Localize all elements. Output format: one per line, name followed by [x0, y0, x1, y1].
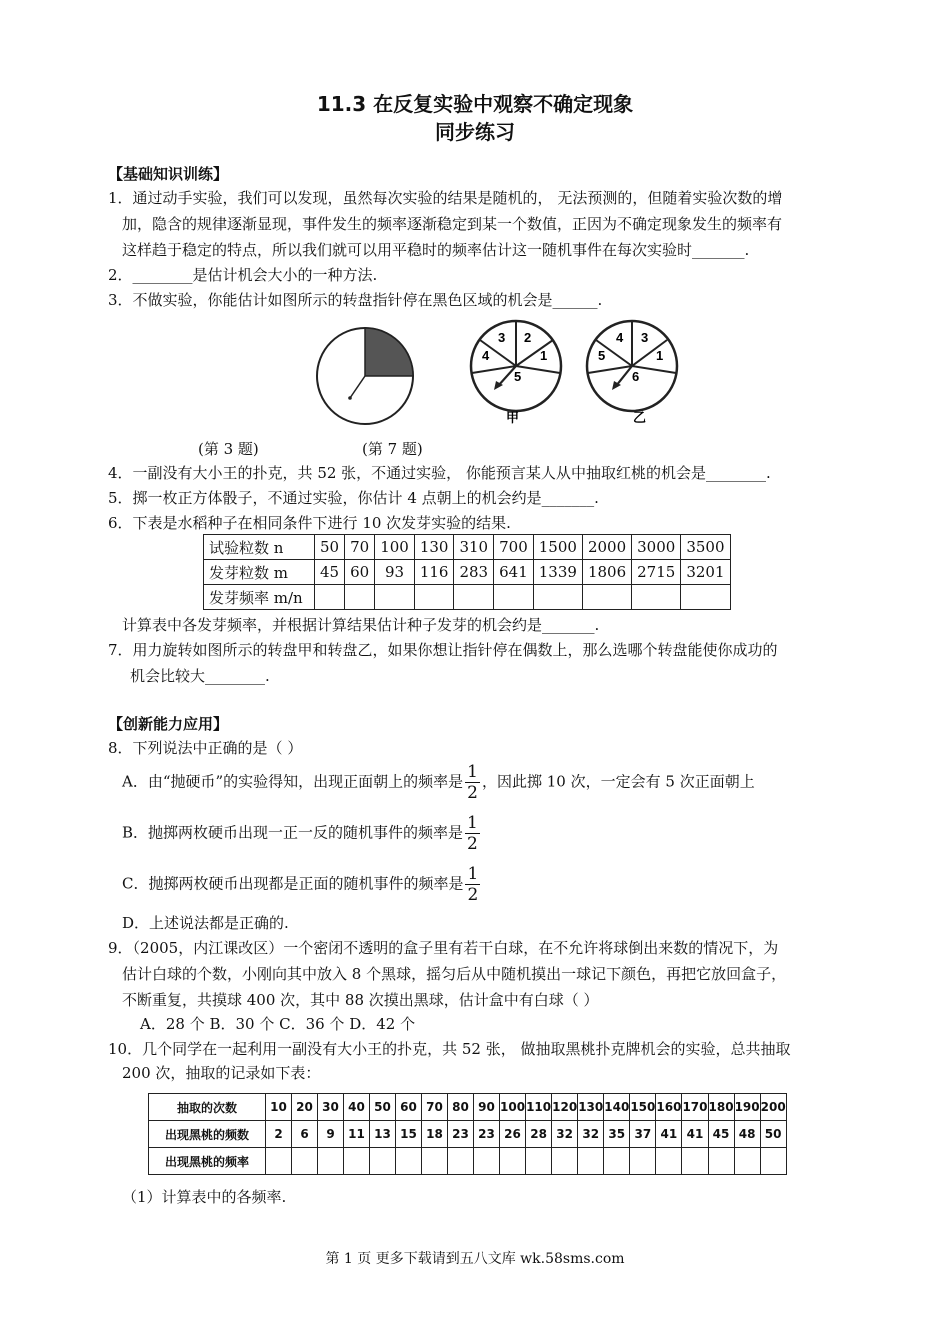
table-cell [681, 585, 730, 610]
table-cell: 60 [345, 560, 375, 585]
table-cell: 100 [500, 1094, 526, 1121]
spades-table [148, 1093, 787, 1175]
yi-label: 乙 [633, 411, 647, 426]
table-cell: 45 [708, 1121, 734, 1148]
table-cell: 15 [396, 1121, 422, 1148]
table-cell [266, 1148, 292, 1175]
table-cell: 48 [734, 1121, 760, 1148]
table-cell [578, 1148, 604, 1175]
q10-line-1: 10．几个同学在一起利用一副没有大小王的扑克，共 52 张， 做抽取黑桃扑克牌机会的实验，总共抽取 [108, 1040, 791, 1058]
table-cell: 283 [454, 560, 494, 585]
table-cell: 10 [266, 1094, 292, 1121]
yi-sector-5: 5 [598, 348, 606, 363]
table-cell: 50 [315, 535, 345, 560]
q1-line-3: 这样趋于稳定的特点，所以我们就可以用平稳时的频率估计这一随机事件在每次实验时_______. [122, 241, 750, 259]
caption-q7: (第 7 题) [362, 440, 423, 458]
table-cell: 1500 [533, 535, 582, 560]
table-cell [344, 1148, 370, 1175]
q8-a-text-post: ，因此掷 10 次，一定会有 5 次正面朝上 [482, 772, 755, 791]
row-header: 发芽频率 m/n [204, 585, 315, 610]
table-cell [422, 1148, 448, 1175]
jia-sector-5: 5 [514, 369, 522, 384]
yi-sector-3: 3 [641, 330, 649, 345]
q9-options: A．28 个 B．30 个 C．36 个 D．42 个 [140, 1015, 416, 1033]
table-cell [375, 585, 415, 610]
spinner-yi [587, 321, 677, 426]
germination-row [204, 560, 731, 585]
q3: 3．不做实验，你能估计如图所示的转盘指针停在黑色区域的机会是______. [108, 291, 603, 309]
table-cell: 3201 [681, 560, 730, 585]
page-subtitle: 同步练习 [435, 120, 515, 144]
jia-sector-4: 4 [482, 348, 490, 363]
jia-sector-3: 3 [498, 330, 506, 345]
table-cell: 18 [422, 1121, 448, 1148]
table-cell: 70 [422, 1094, 448, 1121]
q8-option-d: D．上述说法都是正确的. [122, 914, 289, 932]
table-cell: 20 [292, 1094, 318, 1121]
table-cell: 100 [375, 535, 415, 560]
table-cell [760, 1148, 786, 1175]
table-cell: 32 [552, 1121, 578, 1148]
row-header: 发芽粒数 m [204, 560, 315, 585]
table-cell: 28 [526, 1121, 552, 1148]
table-cell: 50 [370, 1094, 396, 1121]
table-cell: 1339 [533, 560, 582, 585]
table-cell: 9 [318, 1121, 344, 1148]
table-cell [345, 585, 375, 610]
table-cell [656, 1148, 682, 1175]
spades-row [149, 1148, 787, 1175]
q8-c-text: C．抛掷两枚硬币出现都是正面的随机事件的频率是 [122, 874, 464, 893]
table-cell [454, 585, 494, 610]
table-cell: 60 [396, 1094, 422, 1121]
table-cell [630, 1148, 656, 1175]
spades-row [149, 1121, 787, 1148]
table-cell: 110 [526, 1094, 552, 1121]
black-region [365, 328, 413, 376]
yi-sector-1: 1 [656, 348, 664, 363]
table-cell: 130 [578, 1094, 604, 1121]
table-cell [292, 1148, 318, 1175]
table-cell: 23 [474, 1121, 500, 1148]
table-cell [708, 1148, 734, 1175]
spinners-figure [300, 318, 700, 438]
yi-sector-4: 4 [616, 330, 624, 345]
table-cell: 11 [344, 1121, 370, 1148]
table-cell [318, 1148, 344, 1175]
q6: 6．下表是水稻种子在相同条件下进行 10 次发芽实验的结果. [108, 514, 511, 532]
table-cell: 2715 [632, 560, 681, 585]
row-header: 出现黑桃的频数 [149, 1121, 266, 1148]
table-cell: 6 [292, 1121, 318, 1148]
q8: 8．下列说法中正确的是（ ） [108, 739, 303, 757]
table-cell: 641 [494, 560, 534, 585]
table-cell: 23 [448, 1121, 474, 1148]
table-cell: 200 [760, 1094, 786, 1121]
table-cell: 130 [414, 535, 454, 560]
table-cell: 120 [552, 1094, 578, 1121]
table-cell: 150 [630, 1094, 656, 1121]
table-cell: 40 [344, 1094, 370, 1121]
table-cell: 140 [604, 1094, 630, 1121]
q8-b-text: B．抛掷两枚硬币出现一正一反的随机事件的频率是 [122, 823, 464, 842]
q8-option-a [122, 762, 755, 803]
q3-spinner [317, 328, 413, 424]
table-cell [682, 1148, 708, 1175]
table-cell: 13 [370, 1121, 396, 1148]
q8-option-b [122, 813, 482, 854]
table-cell: 41 [682, 1121, 708, 1148]
germination-row [204, 585, 731, 610]
q1-line-2: 加，隐含的规律逐渐显现，事件发生的频率逐渐稳定到某一个数值，正因为不确定现象发生的频率有 [122, 215, 783, 233]
table-cell: 170 [682, 1094, 708, 1121]
fraction-one-half: $\frac{1}{2}$ [467, 813, 478, 854]
table-cell: 700 [494, 535, 534, 560]
table-cell: 116 [414, 560, 454, 585]
table-cell: 3000 [632, 535, 681, 560]
fraction-one-half: $\frac{1}{2}$ [467, 762, 478, 803]
row-header: 出现黑桃的频率 [149, 1148, 266, 1175]
q10-sub-1: （1）计算表中的各频率. [122, 1188, 287, 1206]
q6-after: 计算表中各发芽频率，并根据计算结果估计种子发芽的机会约是_______. [122, 616, 600, 634]
q10-line-2: 200 次，抽取的记录如下表： [122, 1064, 321, 1082]
table-cell: 50 [760, 1121, 786, 1148]
table-cell: 180 [708, 1094, 734, 1121]
table-cell [552, 1148, 578, 1175]
q9-line-1: 9．（2005，内江课改区）一个密闭不透明的盒子里有若干白球，在不允许将球倒出来数的情况下，为 [108, 939, 779, 957]
fraction-one-half: $\frac{1}{2}$ [467, 864, 479, 905]
table-cell: 32 [578, 1121, 604, 1148]
caption-q3: (第 3 题) [198, 440, 259, 458]
table-cell: 2000 [582, 535, 631, 560]
page-title: 11.3 在反复实验中观察不确定现象 [316, 92, 634, 116]
q5: 5．掷一枚正方体骰子，不通过实验，你估计 4 点朝上的机会约是_______. [108, 489, 599, 507]
jia-sector-2: 2 [524, 330, 532, 345]
table-cell: 80 [448, 1094, 474, 1121]
table-cell: 190 [734, 1094, 760, 1121]
germination-row [204, 535, 731, 560]
table-cell [604, 1148, 630, 1175]
q7-line-2: 机会比较大________. [130, 667, 270, 685]
jia-sector-1: 1 [540, 348, 548, 363]
table-cell [414, 585, 454, 610]
q4: 4．一副没有大小王的扑克，共 52 张，不通过实验， 你能预言某人从中抽取红桃的机会是________. [108, 464, 771, 482]
table-cell [526, 1148, 552, 1175]
table-cell: 45 [315, 560, 345, 585]
table-cell: 1806 [582, 560, 631, 585]
table-cell [494, 585, 534, 610]
table-cell [500, 1148, 526, 1175]
table-cell: 26 [500, 1121, 526, 1148]
table-cell [315, 585, 345, 610]
page-footer: 第 1 页 更多下载请到五八文库 wk.58sms.com [325, 1251, 625, 1267]
section-basic: 【基础知识训练】 [108, 165, 229, 183]
spades-row [149, 1094, 787, 1121]
q9-line-3: 不断重复，共摸球 400 次，其中 88 次摸出黑球，估计盒中有白球（ ） [122, 991, 599, 1009]
table-cell: 160 [656, 1094, 682, 1121]
table-cell [370, 1148, 396, 1175]
q8-a-text: A．由“抛硬币”的实验得知，出现正面朝上的频率是 [122, 772, 464, 791]
jia-label: 甲 [506, 411, 520, 426]
pointer [350, 376, 365, 398]
q2: 2．________是估计机会大小的一种方法. [108, 266, 378, 284]
table-cell: 70 [345, 535, 375, 560]
table-cell: 30 [318, 1094, 344, 1121]
table-cell: 93 [375, 560, 415, 585]
table-cell: 41 [656, 1121, 682, 1148]
table-cell [474, 1148, 500, 1175]
table-cell: 35 [604, 1121, 630, 1148]
row-header: 抽取的次数 [149, 1094, 266, 1121]
table-cell [396, 1148, 422, 1175]
table-cell: 310 [454, 535, 494, 560]
table-cell: 2 [266, 1121, 292, 1148]
row-header: 试验粒数 n [204, 535, 315, 560]
table-cell [448, 1148, 474, 1175]
table-cell [582, 585, 631, 610]
table-cell [533, 585, 582, 610]
yi-sector-6: 6 [632, 369, 640, 384]
q8-option-c [122, 864, 482, 905]
table-cell: 37 [630, 1121, 656, 1148]
table-cell [632, 585, 681, 610]
q1-line-1: 1．通过动手实验，我们可以发现，虽然每次实验的结果是随机的， 无法预测的，但随着实验次数的增 [108, 189, 783, 207]
spinner-jia [471, 321, 561, 426]
table-cell: 3500 [681, 535, 730, 560]
q9-line-2: 估计白球的个数，小刚向其中放入 8 个黑球，摇匀后从中随机摸出一球记下颜色，再把它放回盒子， [122, 965, 787, 983]
table-cell: 90 [474, 1094, 500, 1121]
section-innovation: 【创新能力应用】 [108, 715, 229, 733]
table-cell [734, 1148, 760, 1175]
q7-line-1: 7．用力旋转如图所示的转盘甲和转盘乙，如果你想让指针停在偶数上，那么选哪个转盘能使你成功的 [108, 641, 778, 659]
germination-table [203, 534, 731, 610]
